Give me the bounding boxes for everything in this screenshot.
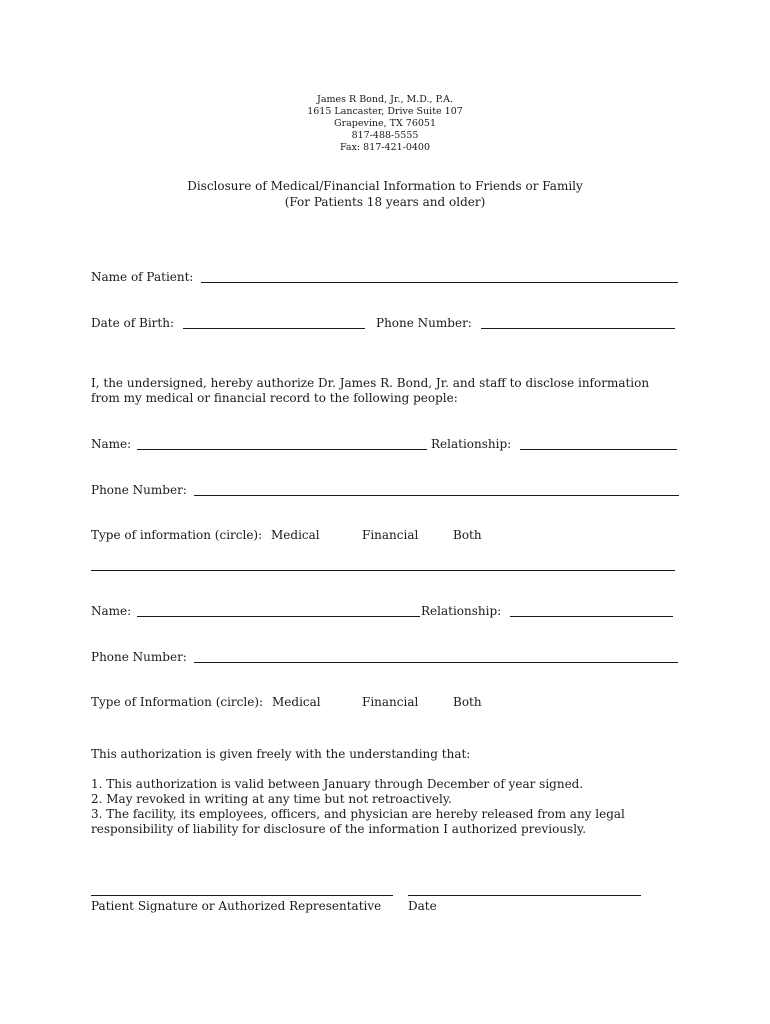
- practice-name: James R Bond, Jr., M.D., P.A.: [317, 94, 453, 105]
- signature-label: Patient Signature or Authorized Representative: [91, 899, 382, 913]
- authorization-statement: [91, 376, 691, 406]
- person1-relationship-field[interactable]: [520, 449, 677, 450]
- person2-relationship-field[interactable]: [510, 616, 673, 617]
- authorization-line2: from my medical or financial record to the following people:: [91, 391, 458, 405]
- person1-name-field[interactable]: [137, 449, 427, 450]
- patient-name-label: Name of Patient:: [91, 270, 194, 284]
- terms-item-3-continued: responsibility of liability for disclosure of the information I authorized previously.: [91, 822, 587, 836]
- terms-item-1: 1. This authorization is valid between January through December of year signed.: [91, 777, 584, 791]
- person2-option-financial[interactable]: Financial: [362, 695, 419, 709]
- terms-intro: This authorization is given freely with the understanding that:: [91, 747, 471, 761]
- person2-name-field[interactable]: [137, 616, 420, 617]
- person2-option-both[interactable]: Both: [453, 695, 482, 709]
- terms-item-3: 3. The facility, its employees, officers, and physician are hereby released from any legal: [91, 807, 625, 821]
- terms-item-2: 2. May revoked in writing at any time but not retroactively.: [91, 792, 452, 806]
- practice-address-line2: Grapevine, TX 76051: [333, 118, 437, 129]
- practice-fax: Fax: 817-421-0400: [339, 142, 431, 153]
- signature-field[interactable]: [91, 895, 393, 896]
- person1-type-label: Type of information (circle):: [91, 528, 263, 542]
- person1-option-medical[interactable]: Medical: [271, 528, 320, 542]
- authorization-line1: I, the undersigned, hereby authorize Dr. James R. Bond, Jr. and staff to disclose information: [91, 376, 650, 390]
- section-separator: [91, 570, 675, 571]
- person2-type-label: Type of Information (circle):: [91, 695, 264, 709]
- practice-header: [0, 94, 770, 154]
- person2-phone-field[interactable]: [194, 662, 678, 663]
- practice-address-line1: 1615 Lancaster, Drive Suite 107: [307, 106, 463, 117]
- dob-label: Date of Birth:: [91, 316, 174, 330]
- form-subtitle: (For Patients 18 years and older): [284, 195, 486, 209]
- date-field[interactable]: [408, 895, 641, 896]
- person2-relationship-label: Relationship:: [421, 604, 502, 618]
- person1-option-financial[interactable]: Financial: [362, 528, 419, 542]
- person1-name-label: Name:: [91, 437, 132, 451]
- patient-name-field[interactable]: [201, 282, 678, 283]
- patient-phone-field[interactable]: [481, 328, 675, 329]
- dob-field[interactable]: [183, 328, 365, 329]
- patient-phone-label: Phone Number:: [376, 316, 472, 330]
- practice-phone: 817-488-5555: [351, 130, 419, 141]
- person2-option-medical[interactable]: Medical: [272, 695, 321, 709]
- date-label: Date: [408, 899, 437, 913]
- person2-name-label: Name:: [91, 604, 132, 618]
- person1-phone-field[interactable]: [194, 495, 679, 496]
- person1-phone-label: Phone Number:: [91, 483, 187, 497]
- form-title: [0, 178, 770, 210]
- terms-list: [91, 777, 691, 837]
- person2-phone-label: Phone Number:: [91, 650, 187, 664]
- person1-option-both[interactable]: Both: [453, 528, 482, 542]
- person1-relationship-label: Relationship:: [431, 437, 512, 451]
- form-title-line1: Disclosure of Medical/Financial Information to Friends or Family: [187, 179, 583, 193]
